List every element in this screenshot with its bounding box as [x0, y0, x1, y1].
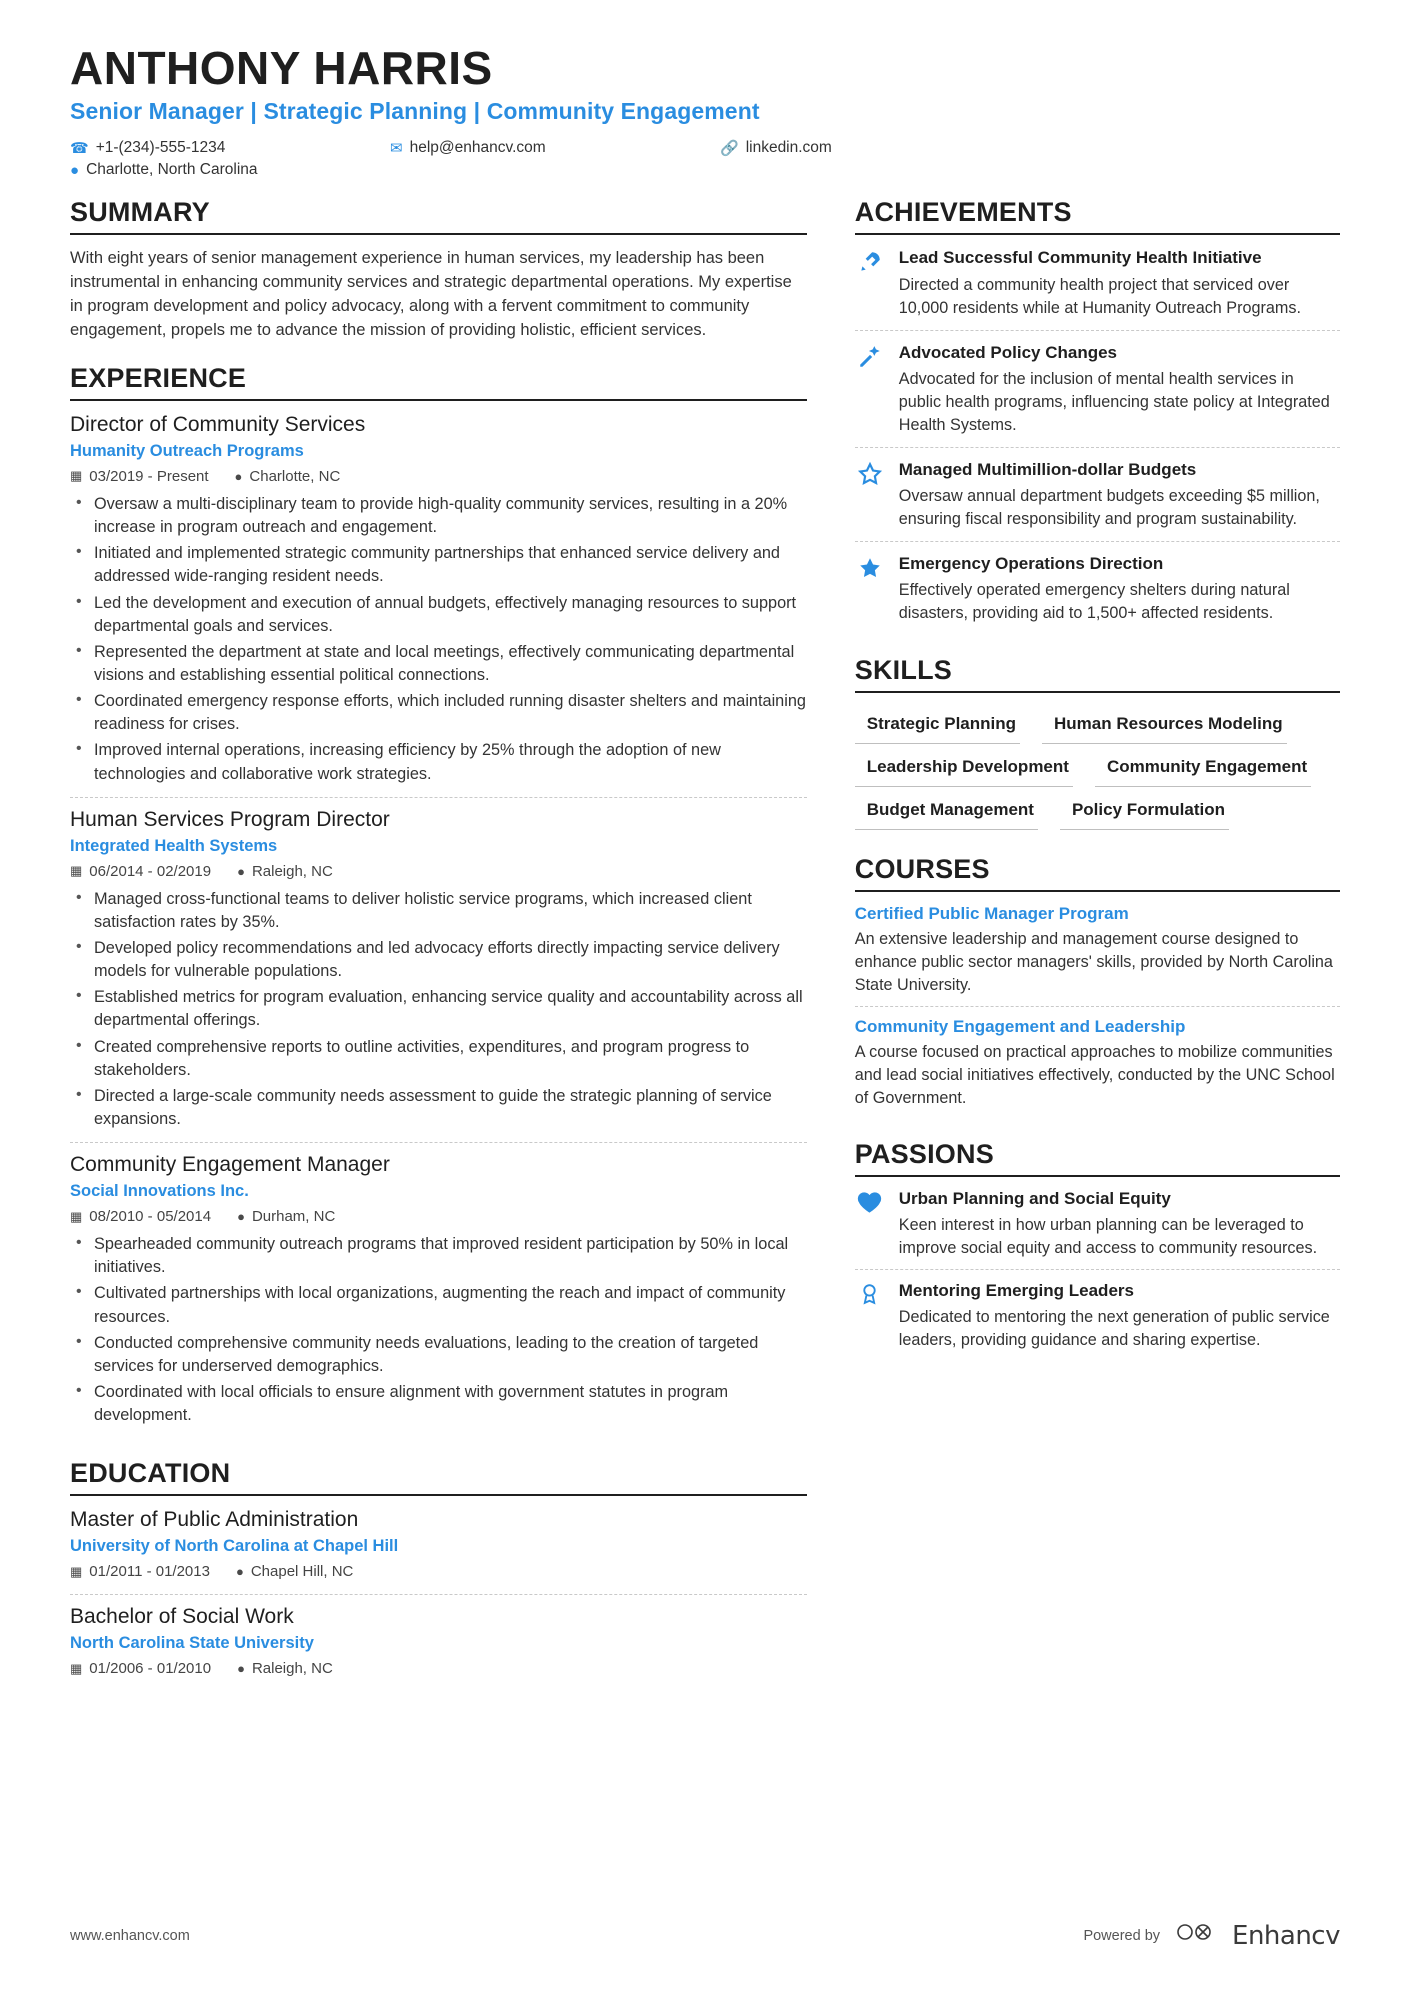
job-location: [235, 468, 341, 485]
contact-website-value: linkedin.com: [745, 139, 832, 157]
section-passions: [855, 1139, 1340, 1361]
calendar-icon: ▦: [70, 1208, 83, 1224]
job-meta: [70, 863, 807, 880]
calendar-icon: ▦: [70, 1563, 83, 1579]
skill-item: Budget Management: [855, 791, 1038, 830]
education-location-value: Chapel Hill, NC: [250, 1563, 354, 1581]
contact-phone-value: +1-(234)-555-1234: [95, 139, 226, 157]
location-pin-icon: ●: [235, 1564, 244, 1580]
location-pin-icon: ●: [70, 161, 80, 179]
email-icon: ✉: [390, 139, 403, 157]
skill-item: Policy Formulation: [1060, 791, 1229, 830]
job-bullet: • Conducted comprehensive community needs evaluations, leading to the creation of targeted services for underserved demographics.: [92, 1332, 807, 1378]
job-bullet: • Directed a large-scale community needs assessment to guide the strategic planning of service expansions.: [92, 1085, 807, 1131]
skill-item: Community Engagement: [1095, 748, 1311, 787]
achievement-title: Advocated Policy Changes: [898, 342, 1117, 362]
location-pin-icon: ●: [237, 1209, 245, 1225]
award-badge-icon: [855, 1281, 885, 1352]
education-degree: Bachelor of Social Work: [70, 1605, 294, 1629]
education-location-value: Raleigh, NC: [251, 1660, 333, 1678]
passion-description: Keen interest in how urban planning can be leveraged to improve social equity and access to community resources.: [898, 1216, 1318, 1258]
left-column: [70, 197, 807, 1711]
passions-heading: PASSIONS: [855, 1139, 1340, 1177]
skill-item: Leadership Development: [855, 748, 1073, 787]
achievement-item: [855, 330, 1340, 447]
resume-body: [70, 197, 1340, 1711]
job-dates-value: 08/2010 - 05/2014: [89, 1208, 212, 1226]
contact-location: [70, 161, 470, 179]
education-dates: [70, 1563, 210, 1580]
achievement-title: Emergency Operations Direction: [898, 554, 1164, 574]
job-bullet: • Coordinated emergency response efforts, which included running disaster shelters and maintaining readiness for crises.: [92, 690, 807, 736]
achievement-description: Effectively operated emergency shelters during natural disasters, providing aid to 1,500+ affected residents.: [898, 581, 1290, 623]
contact-phone[interactable]: [70, 139, 390, 157]
education-school[interactable]: University of North Carolina at Chapel Hill: [70, 1537, 399, 1556]
education-item: [70, 1508, 807, 1594]
achievement-description: Oversaw annual department budgets exceeding $5 million, ensuring fiscal responsibility and program sustainability.: [898, 487, 1320, 529]
education-school[interactable]: North Carolina State University: [70, 1634, 314, 1653]
star-filled-icon: [855, 553, 885, 625]
section-summary: [70, 197, 807, 343]
experience-heading: EXPERIENCE: [70, 363, 807, 401]
skill-item: Human Resources Modeling: [1042, 705, 1287, 744]
summary-heading: SUMMARY: [70, 197, 807, 235]
job-location-value: Charlotte, NC: [249, 467, 341, 485]
education-dates-value: 01/2006 - 01/2010: [89, 1660, 212, 1678]
education-location: [236, 1563, 353, 1580]
achievement-description: Advocated for the inclusion of mental health services in public health programs, influencing state policy at Integrated Health Systems.: [898, 369, 1330, 434]
location-pin-icon: ●: [237, 1661, 245, 1677]
page-footer: [70, 1920, 1340, 1951]
skills-heading: SKILLS: [855, 655, 1340, 693]
job-bullets: [70, 493, 807, 786]
passion-title: Mentoring Emerging Leaders: [898, 1281, 1134, 1301]
job-location: [237, 863, 333, 880]
job-bullet: • Managed cross-functional teams to deliver holistic service programs, which increased client satisfaction rates by 35%.: [92, 888, 807, 934]
candidate-headline: Senior Manager | Strategic Planning | Community Engagement: [70, 98, 760, 125]
job-location: [237, 1208, 335, 1225]
powered-by-label: Powered by: [1083, 1927, 1161, 1944]
education-dates-value: 01/2011 - 01/2013: [89, 1563, 210, 1581]
contact-row-secondary: [70, 161, 1340, 179]
course-item: [855, 904, 1340, 1006]
job-bullet: • Developed policy recommendations and led advocacy efforts directly impacting service delivery models for vulnerable populations.: [92, 937, 807, 983]
section-skills: [855, 655, 1340, 834]
contact-email-value: help@enhancv.com: [409, 139, 546, 157]
job-title: Director of Community Services: [70, 412, 366, 436]
job-bullet: • Oversaw a multi-disciplinary team to provide high-quality community services, resulting in a 20% increase in program outreach and engagement.: [92, 493, 807, 539]
job-title: Community Engagement Manager: [70, 1153, 390, 1177]
education-degree: Master of Public Administration: [70, 1508, 359, 1532]
job-bullet: • Improved internal operations, increasing efficiency by 25% through the adoption of new technologies and collaborative work strategies.: [92, 739, 807, 785]
job-company[interactable]: Integrated Health Systems: [70, 836, 278, 855]
footer-branding: [1083, 1920, 1340, 1951]
summary-text: With eight years of senior management experience in human services, my leadership has been instrumental in enhancing community services and strategic departmental operations. My expertise in program development and policy advocacy, along with a fervent commitment to community engagement, propels me to advance the mission of providing holistic, efficient services.: [70, 249, 792, 340]
job-dates-value: 06/2014 - 02/2019: [89, 862, 212, 880]
job-bullet: • Led the development and execution of annual budgets, effectively managing resources to support departmental goals and services.: [92, 592, 807, 638]
job-bullet: • Cultivated partnerships with local organizations, augmenting the reach and impact of community resources.: [92, 1282, 807, 1328]
candidate-name: ANTHONY HARRIS: [70, 42, 493, 94]
section-education: [70, 1458, 807, 1691]
achievements-heading: ACHIEVEMENTS: [855, 197, 1340, 235]
phone-icon: ☎: [70, 139, 89, 157]
achievement-title: Managed Multimillion-dollar Budgets: [898, 459, 1197, 479]
job-meta: [70, 1208, 807, 1225]
course-item: [855, 1006, 1340, 1119]
experience-item: [70, 413, 807, 797]
job-bullet: • Represented the department at state and local meetings, effectively communicating departmental visions and establishing essential political connections.: [92, 641, 807, 687]
education-item: [70, 1594, 807, 1691]
job-company[interactable]: Humanity Outreach Programs: [70, 441, 304, 460]
star-outline-icon: [855, 459, 885, 531]
rocket-icon: [855, 247, 885, 319]
passion-item: [855, 1269, 1340, 1361]
calendar-icon: ▦: [70, 468, 83, 484]
calendar-icon: ▦: [70, 1660, 83, 1676]
enhancv-logo-icon: [1174, 1920, 1218, 1951]
achievement-item: [855, 447, 1340, 541]
course-description: An extensive leadership and management course designed to enhance public sector managers' skills, provided by North Carolina State University.: [854, 930, 1333, 995]
achievement-title: Lead Successful Community Health Initiative: [898, 248, 1262, 268]
magic-wand-icon: [855, 342, 885, 437]
course-description: A course focused on practical approaches to mobilize communities and lead social initiatives effectively, conducted by the UNC School of Government.: [854, 1043, 1335, 1108]
job-location-value: Raleigh, NC: [251, 862, 333, 880]
skill-item: Strategic Planning: [855, 705, 1020, 744]
job-title: Human Services Program Director: [70, 807, 390, 831]
location-pin-icon: ●: [234, 468, 243, 484]
skills-list: [855, 705, 1340, 834]
job-dates: [70, 468, 209, 485]
passion-title: Urban Planning and Social Equity: [898, 1189, 1171, 1209]
calendar-icon: ▦: [70, 863, 83, 879]
contact-email[interactable]: [390, 139, 720, 157]
contact-row-primary: [70, 139, 1340, 157]
contact-website[interactable]: [720, 139, 1020, 157]
passion-description: Dedicated to mentoring the next generation of public service leaders, providing guidance and sharing expertise.: [898, 1308, 1330, 1350]
course-title[interactable]: Certified Public Manager Program: [854, 904, 1129, 924]
education-location: [237, 1660, 333, 1677]
section-experience: [70, 363, 807, 1438]
job-bullet: • Established metrics for program evaluation, enhancing service quality and accountability across all departmental offerings.: [92, 986, 807, 1032]
education-dates: [70, 1660, 211, 1677]
education-heading: EDUCATION: [70, 1458, 807, 1496]
section-achievements: [855, 197, 1340, 635]
achievement-item: [855, 541, 1340, 635]
job-bullet: • Created comprehensive reports to outline activities, expenditures, and program progress to stakeholders.: [92, 1036, 807, 1082]
passion-item: [855, 1189, 1340, 1269]
job-dates: [70, 1208, 211, 1225]
job-location-value: Durham, NC: [251, 1208, 336, 1226]
job-bullet: • Coordinated with local officials to ensure alignment with government statutes in program development.: [92, 1381, 807, 1427]
footer-website[interactable]: www.enhancv.com: [70, 1927, 190, 1944]
courses-heading: COURSES: [855, 854, 1340, 892]
job-bullets: [70, 888, 807, 1131]
job-bullet: • Initiated and implemented strategic community partnerships that enhanced service delivery and addressed wide-ranging resident needs.: [92, 542, 807, 588]
job-company[interactable]: Social Innovations Inc.: [70, 1182, 249, 1201]
job-dates-value: 03/2019 - Present: [89, 467, 209, 485]
heart-icon: [855, 1189, 885, 1260]
achievement-description: Directed a community health project that serviced over 10,000 residents while at Humanity Outreach Programs.: [898, 275, 1301, 317]
location-pin-icon: ●: [237, 863, 245, 879]
education-meta: [70, 1563, 807, 1580]
section-courses: [855, 854, 1340, 1119]
resume-header: [70, 44, 1340, 179]
job-dates: [70, 863, 211, 880]
job-meta: [70, 468, 807, 485]
experience-item: [70, 797, 807, 1142]
job-bullets: [70, 1233, 807, 1427]
experience-item: [70, 1142, 807, 1438]
course-title[interactable]: Community Engagement and Leadership: [854, 1017, 1186, 1037]
contact-location-value: Charlotte, North Carolina: [86, 161, 258, 179]
link-icon: 🔗: [720, 139, 739, 157]
enhancv-brand-name: Enhancv: [1232, 1920, 1340, 1951]
education-meta: [70, 1660, 807, 1677]
achievement-item: [855, 247, 1340, 329]
right-column: [855, 197, 1340, 1711]
job-bullet: • Spearheaded community outreach programs that improved resident participation by 50% in local initiatives.: [92, 1233, 807, 1279]
